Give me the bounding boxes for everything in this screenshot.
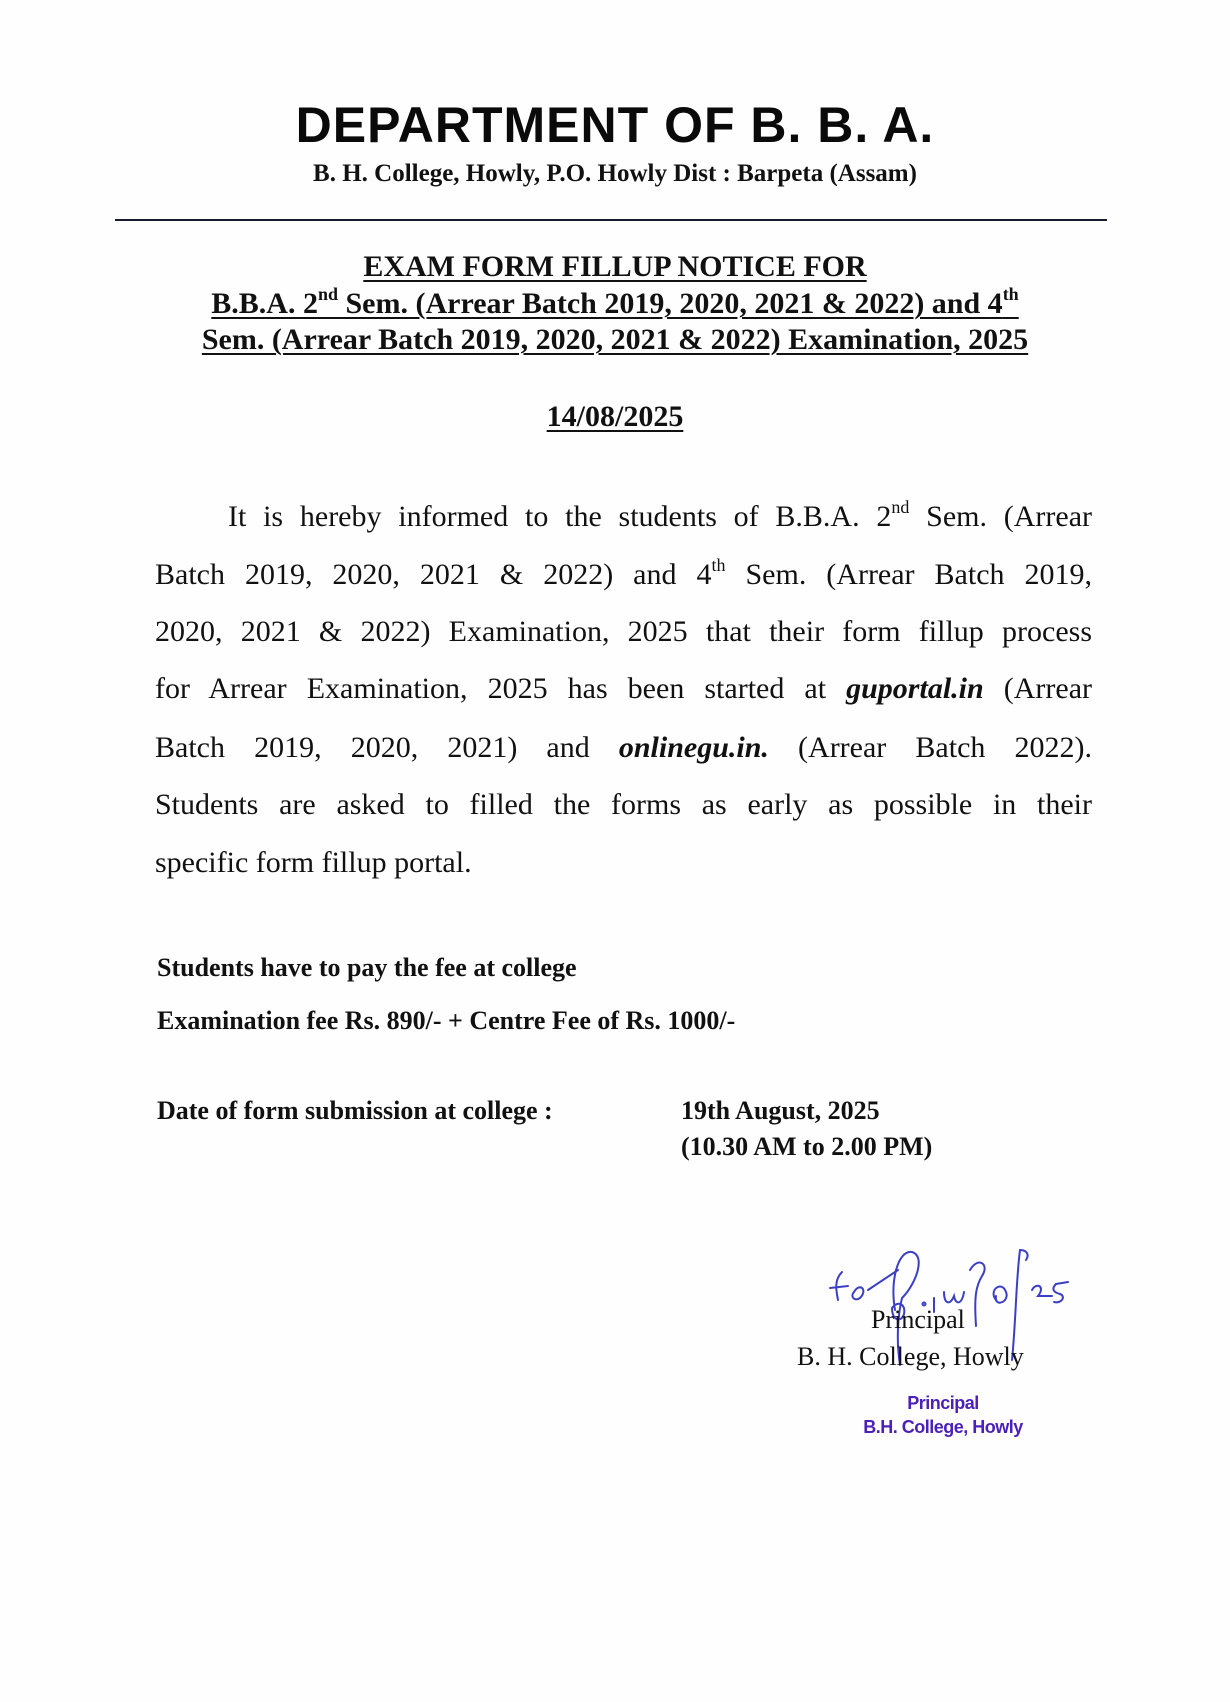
stamp-title: Principal — [907, 1393, 979, 1413]
submission-time: (10.30 AM to 2.00 PM) — [681, 1132, 933, 1161]
college-address: B. H. College, Howly, P.O. Howly Dist : Barpeta (Assam) — [313, 160, 917, 187]
notice-title-line-1: EXAM FORM FILLUP NOTICE FOR — [363, 250, 867, 283]
body-line: Batch 2019, 2020, 2021 & 2022) and 4th Sem. (Arrear Batch 2019, — [155, 554, 1092, 591]
body-line: 2020, 2021 & 2022) Examination, 2025 that their form fillup process — [155, 615, 1092, 648]
fee-payment-note: Students have to pay the fee at college — [157, 953, 577, 982]
guportal-link: guportal.in — [846, 672, 984, 705]
signatory-title: Principal — [871, 1305, 965, 1334]
notice-title-line-2: B.B.A. 2nd Sem. (Arrear Batch 2019, 2020, 2021 & 2022) and 4th — [211, 283, 1019, 320]
body-line: Students are asked to filled the forms as early as possible in their — [155, 788, 1092, 821]
body-line: specific form fillup portal. — [155, 846, 472, 879]
signatory-college: B. H. College, Howly — [797, 1342, 1024, 1371]
fee-amount: Examination fee Rs. 890/- + Centre Fee of Rs. 1000/- — [157, 1006, 736, 1035]
department-heading: DEPARTMENT OF B. B. A. — [295, 97, 935, 153]
notice-date: 14/08/2025 — [546, 400, 684, 433]
body-line: for Arrear Examination, 2025 has been started at guportal.in (Arrear — [155, 672, 1093, 705]
notice-title-line-3: Sem. (Arrear Batch 2019, 2020, 2021 & 2022) Examination, 2025 — [201, 323, 1029, 356]
stamp-college: B.H. College, Howly — [863, 1417, 1023, 1437]
onlinegu-link: onlinegu.in. — [618, 731, 769, 764]
submission-date: 19th August, 2025 — [681, 1096, 880, 1125]
body-line: It is hereby informed to the students of B.B.A. 2nd Sem. (Arrear — [228, 496, 1092, 533]
submission-label: Date of form submission at college : — [157, 1096, 553, 1125]
header-divider — [115, 219, 1107, 221]
official-stamp — [858, 1393, 1028, 1438]
body-line: Batch 2019, 2020, 2021) and onlinegu.in. (Arrear Batch 2022). — [155, 731, 1092, 764]
